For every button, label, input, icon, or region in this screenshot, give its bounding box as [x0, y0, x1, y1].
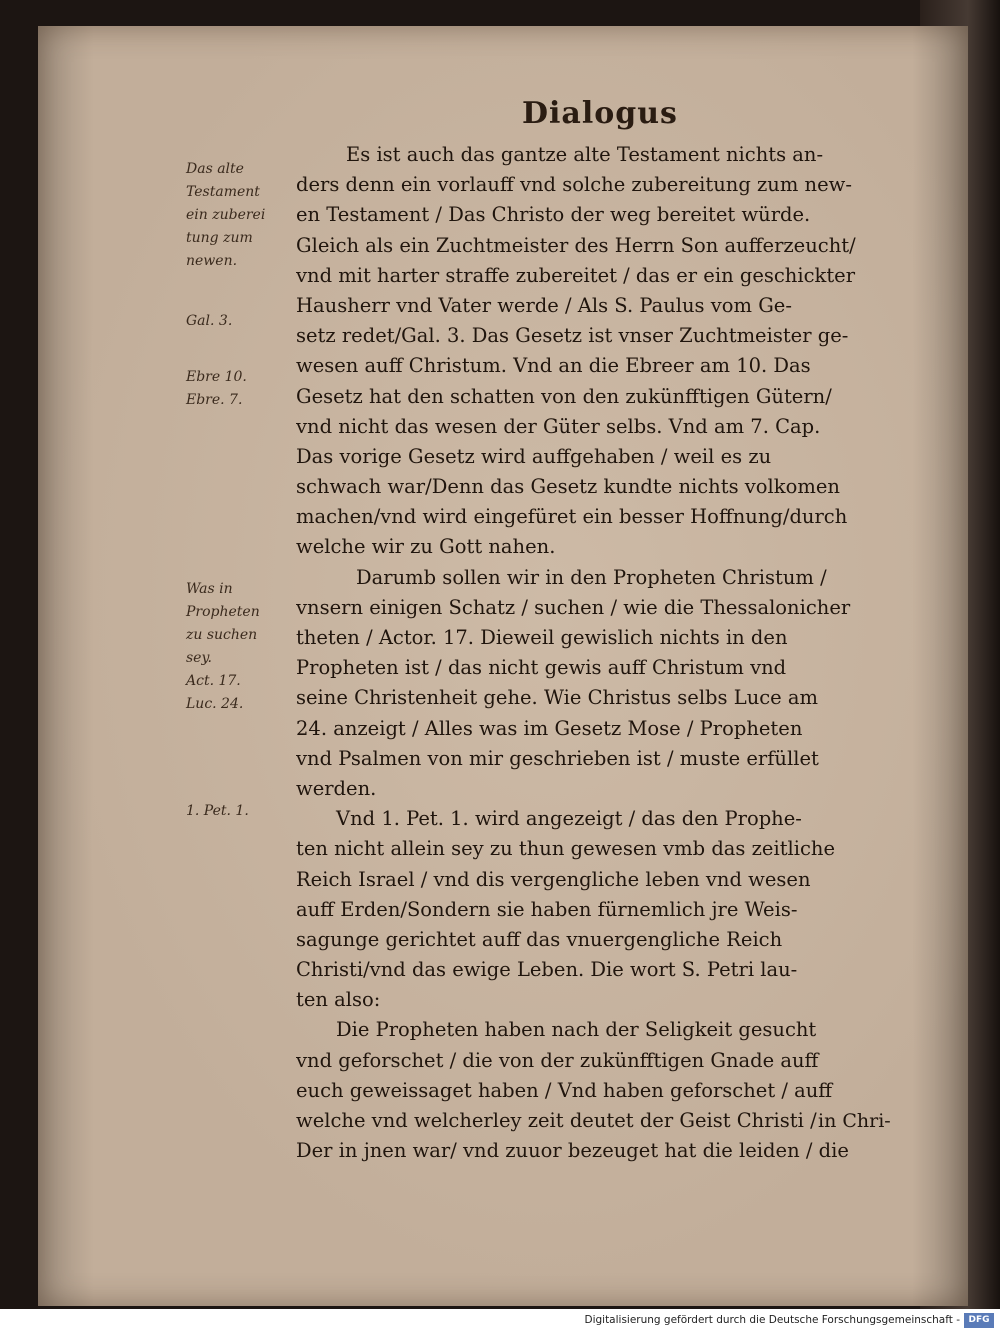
text-line: Die Propheten haben nach der Seligkeit gesucht	[336, 1018, 817, 1042]
text-line: Reich Israel / vnd dis vergengliche leben vnd wesen	[296, 867, 811, 891]
text-line: Das vorige Gesetz wird auffgehaben / weil es zu	[296, 444, 772, 468]
text-line: en Testament / Das Christo der weg bereitet würde.	[296, 203, 811, 227]
catchword: in Chri-	[818, 1110, 891, 1132]
text-line: Es ist auch das gantze alte Testament nichts an-	[346, 143, 824, 166]
text-line: auff Erden/Sondern sie haben fürnemlich jre Weis-	[296, 897, 798, 921]
text-line: 24. anzeigt / Alles was im Gesetz Mose / Propheten	[296, 716, 803, 740]
text-line: Propheten ist / das nicht gewis auff Christum vnd	[296, 656, 787, 680]
footer-credit: Digitalisierung gefördert durch die Deutsche Forschungsgemeinschaft -	[584, 1314, 960, 1326]
text-line: wesen auff Christum. Vnd an die Ebreer am 10. Das	[296, 354, 811, 378]
text-line: Vnd 1. Pet. 1. wird angezeigt / das den Prophe-	[336, 807, 802, 831]
text-line: vnsern einigen Schatz / suchen / wie die Thessalonicher	[296, 595, 851, 619]
text-line: sagunge gerichtet auff das vnuergengliche Reich	[296, 927, 783, 951]
text-line: theten / Actor. 17. Dieweil gewislich nichts in den	[296, 626, 788, 649]
text-line: vnd geforschet / die von der zukünfftigen Gnade auff	[296, 1048, 819, 1072]
text-line: ders denn ein vorlauff vnd solche zubereitung zum new-	[296, 173, 852, 197]
margin-note: Was in Propheten zu suchen sey. Act. 17. Luc. 24.	[186, 581, 260, 712]
margin-note: Gal. 3.	[186, 313, 233, 329]
footer-bar	[0, 1309, 1000, 1333]
text-line: werden.	[296, 776, 377, 800]
text-line: vnd nicht das wesen der Güter selbs. Vnd am 7. Cap.	[296, 414, 821, 438]
text-line: vnd Psalmen von mir geschrieben ist / muste erfüllet	[296, 746, 819, 770]
text-line: Hausherr vnd Vater werde / Als S. Paulus vom Ge-	[296, 293, 792, 317]
text-line: ten also:	[296, 988, 381, 1012]
margin-note: 1. Pet. 1.	[186, 803, 249, 819]
dfg-logo: DFG	[964, 1313, 994, 1328]
text-line: euch geweissaget haben / Vnd haben geforschet / auff	[296, 1078, 833, 1102]
text-line: Gleich als ein Zuchtmeister des Herrn Son aufferzeucht/	[296, 233, 856, 257]
running-header: Dialogus	[522, 96, 678, 131]
text-line: Der in jnen war/ vnd zuuor bezeuget hat die leiden / die	[296, 1139, 849, 1163]
text-line: setz redet/Gal. 3. Das Gesetz ist vnser Zuchtmeister ge-	[296, 324, 849, 348]
text-line: welche wir zu Gott nahen.	[296, 535, 556, 559]
text-line: seine Christenheit gehe. Wie Christus selbs Luce am	[296, 686, 819, 710]
text-line: Christi/vnd das ewige Leben. Die wort S. Petri lau-	[296, 958, 798, 982]
body-text	[296, 140, 908, 1166]
text-line: ten nicht allein sey zu thun gewesen vmb das zeitliche	[296, 837, 836, 861]
text-line: schwach war/Denn das Gesetz kundte nichts volkomen	[296, 475, 840, 499]
text-line: machen/vnd wird eingefüret ein besser Hoffnung/durch	[296, 505, 848, 529]
text-line: welche vnd welcherley zeit deutet der Geist Christi /	[296, 1109, 817, 1132]
margin-note: Ebre 10. Ebre. 7.	[186, 369, 247, 408]
text-line: Darumb sollen wir in den Propheten Christum /	[356, 565, 827, 589]
text-line: Gesetz hat den schatten von den zukünfftigen Gütern/	[296, 384, 832, 408]
text-line: vnd mit harter straffe zubereitet / das er ein geschickter	[296, 263, 856, 287]
margin-note: Das alte Testament ein zuberei tung zum newen.	[186, 161, 266, 269]
